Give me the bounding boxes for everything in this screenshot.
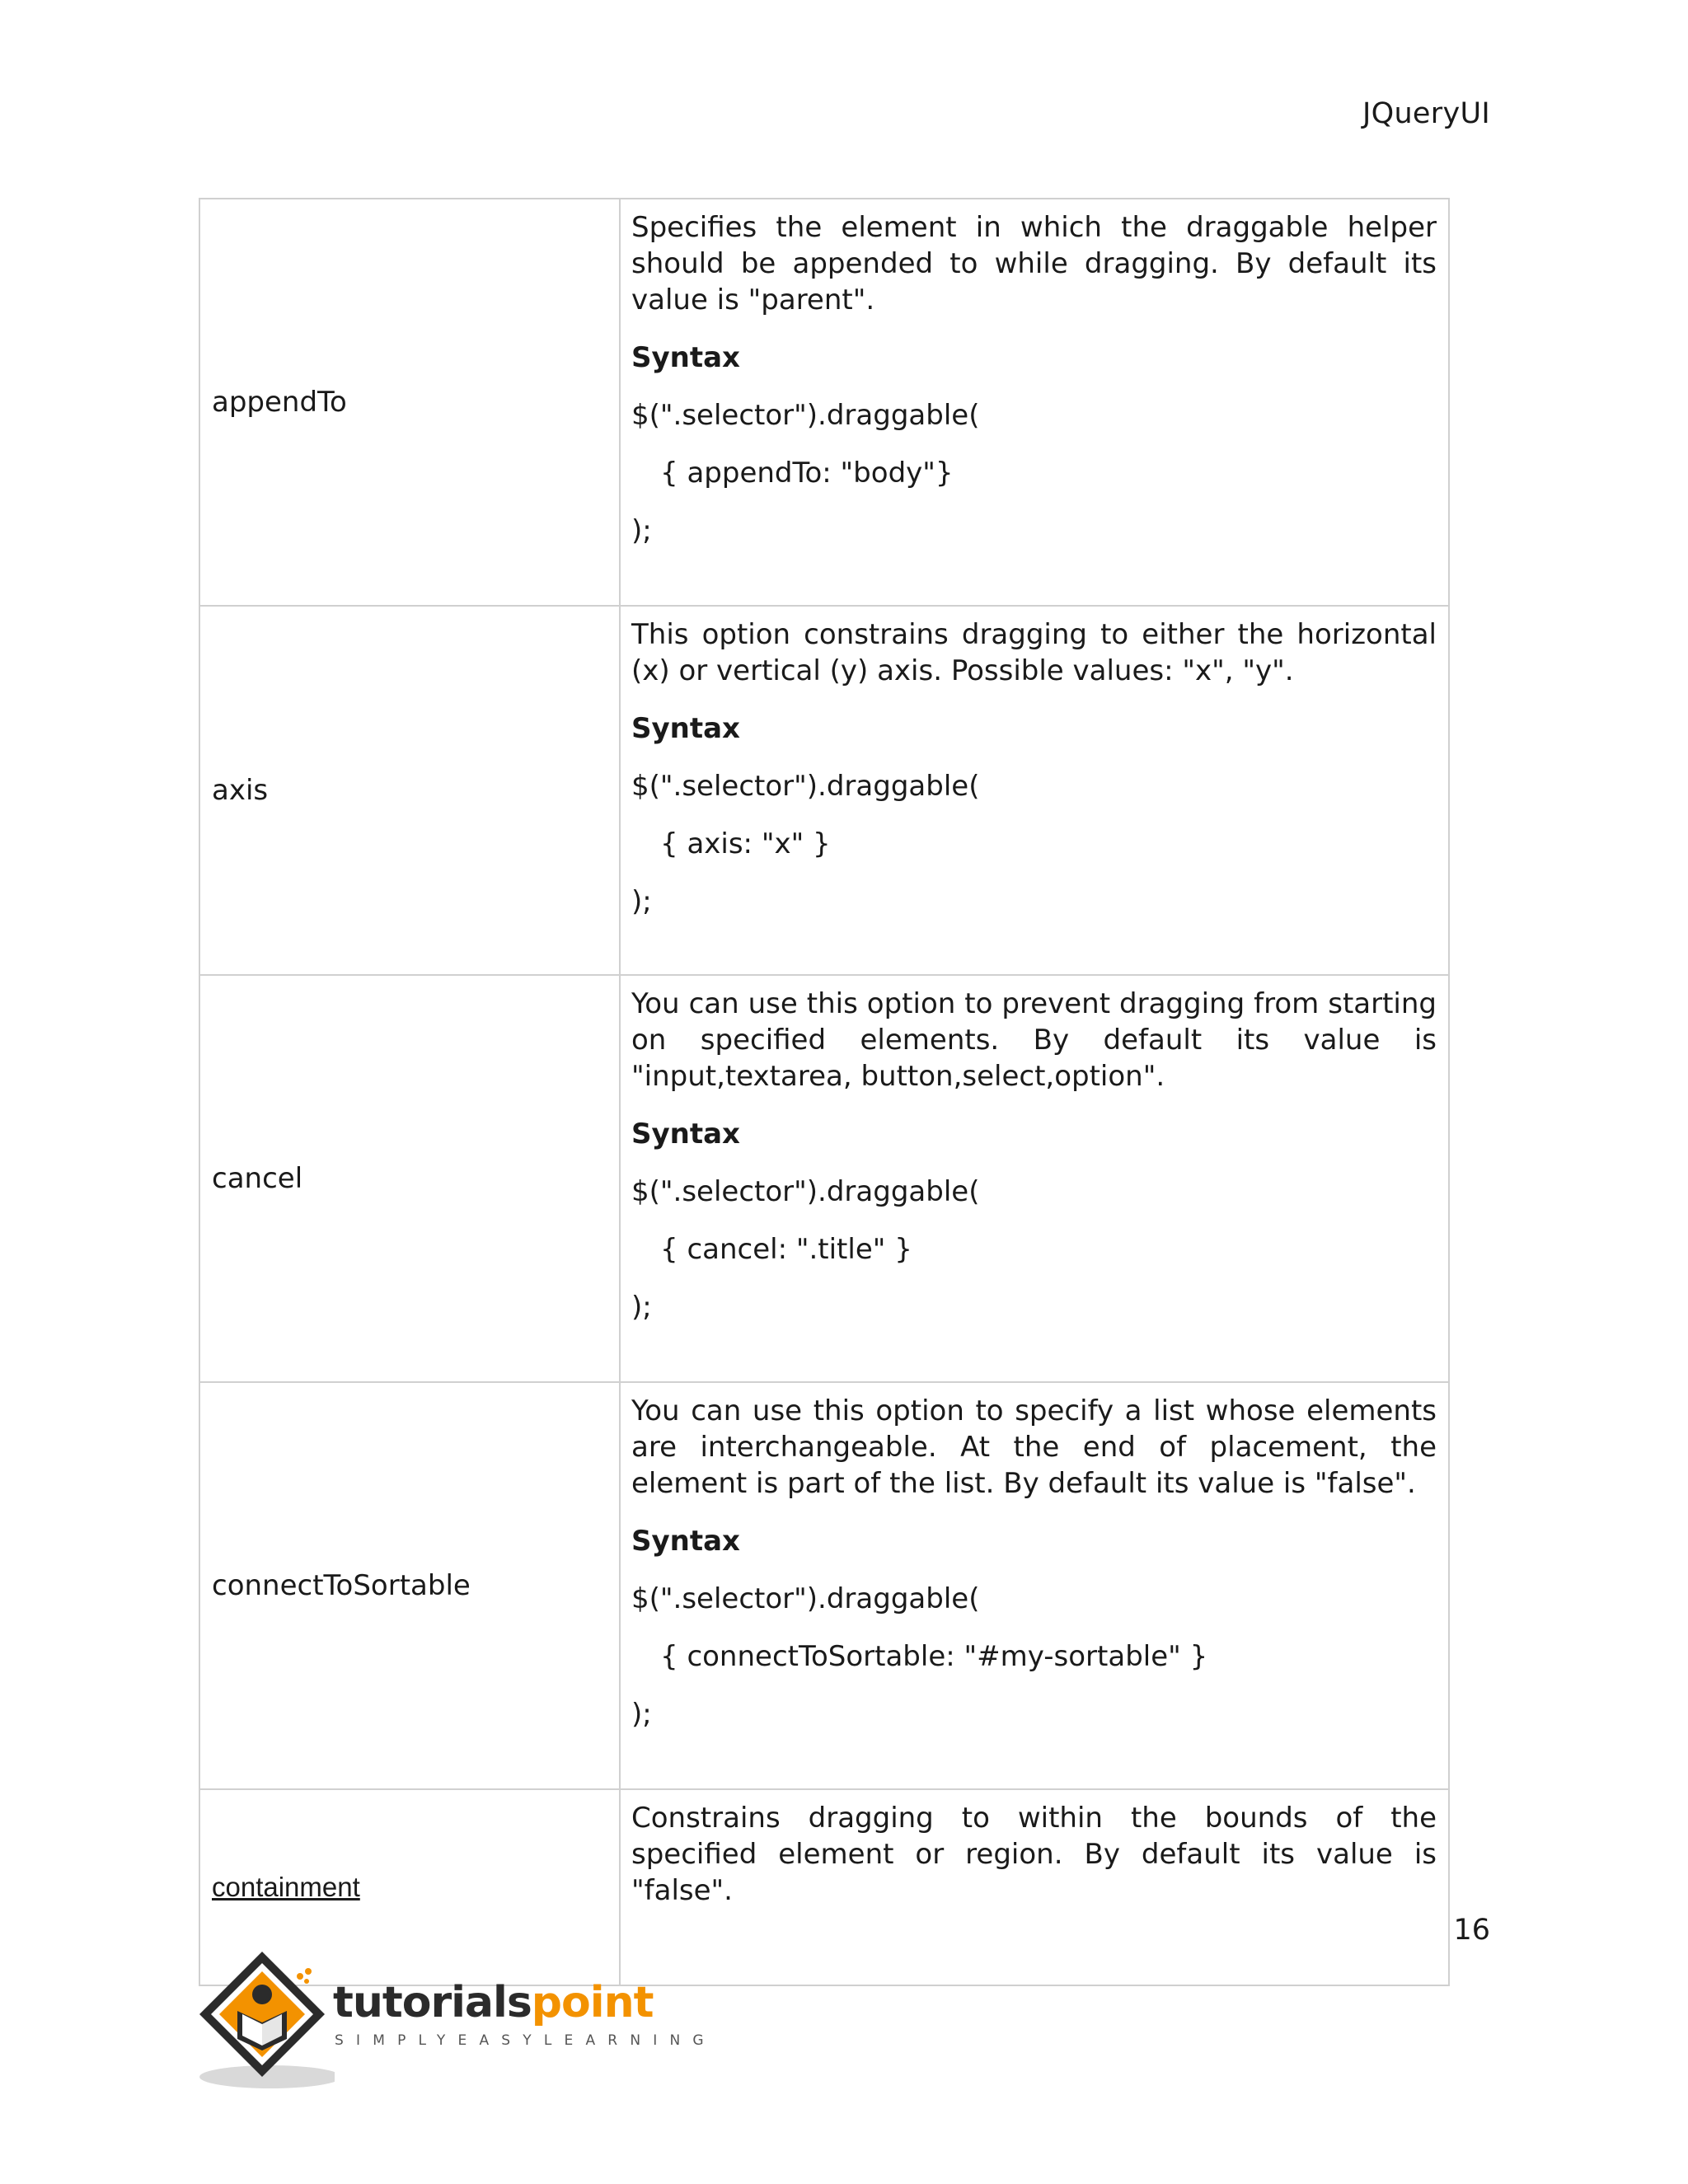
option-description: You can use this option to specify a list whose elements are interchangeable. At the end of placement, the element is part of the list. By default its value is "false". [631,1394,1437,1500]
table-row [199,975,1449,1382]
page-number: 16 [1453,1914,1490,1947]
logo-word-part1: tutorials [333,1978,532,2027]
table-row [199,1382,1449,1789]
code-line: $(".selector").draggable( [631,1582,980,1615]
code-line: { axis: "x" } [660,827,831,860]
code-line: ); [631,514,652,547]
syntax-label: Syntax [631,1118,740,1151]
option-description: Constrains dragging to within the bounds of the specified element or region. By default its value is "false". [631,1802,1437,1907]
code-line: $(".selector").draggable( [631,399,980,432]
syntax-label: Syntax [631,1525,740,1558]
table-row [199,606,1449,975]
code-line: $(".selector").draggable( [631,1175,980,1208]
table-row [199,199,1449,606]
code-line: $(".selector").draggable( [631,770,980,803]
option-name: cancel [199,975,620,1382]
logo-wordmark [333,1978,653,2027]
tutorialspoint-logo [195,1947,716,2095]
syntax-label: Syntax [631,712,740,745]
options-table [199,198,1450,1986]
code-line: { appendTo: "body"} [660,457,954,490]
option-description: You can use this option to prevent dragging from starting on specified elements. By default its value is "input,textarea, button,select,option". [631,987,1437,1093]
option-description: Specifies the element in which the draggable helper should be appended to while dragging. By default its value is "parent". [631,211,1437,316]
option-name: connectToSortable [199,1382,620,1789]
code-line: { connectToSortable: "#my-sortable" } [660,1640,1208,1673]
option-description-cell [620,975,1449,1382]
option-description-cell [620,1789,1449,1985]
option-description: This option constrains dragging to either the horizontal (x) or vertical (y) axis. Possible values: "x", "y". [631,618,1437,687]
code-line: ); [631,1698,652,1731]
logo-tagline: SIMPLYEASYLEARNING [335,2032,716,2049]
code-line: { cancel: ".title" } [660,1233,912,1266]
code-line: ); [631,885,652,918]
option-description-cell [620,1382,1449,1789]
logo-word-part2: point [531,1978,654,2027]
option-name: appendTo [199,199,620,606]
code-line: ); [631,1291,652,1324]
page-header-title: JQueryUI [1362,97,1490,130]
syntax-label: Syntax [631,341,740,374]
containment-link[interactable]: containment [212,1872,360,1902]
option-description-cell [620,606,1449,975]
logo-emblem-icon [195,1947,335,2095]
option-name: axis [199,606,620,975]
option-description-cell [620,199,1449,606]
